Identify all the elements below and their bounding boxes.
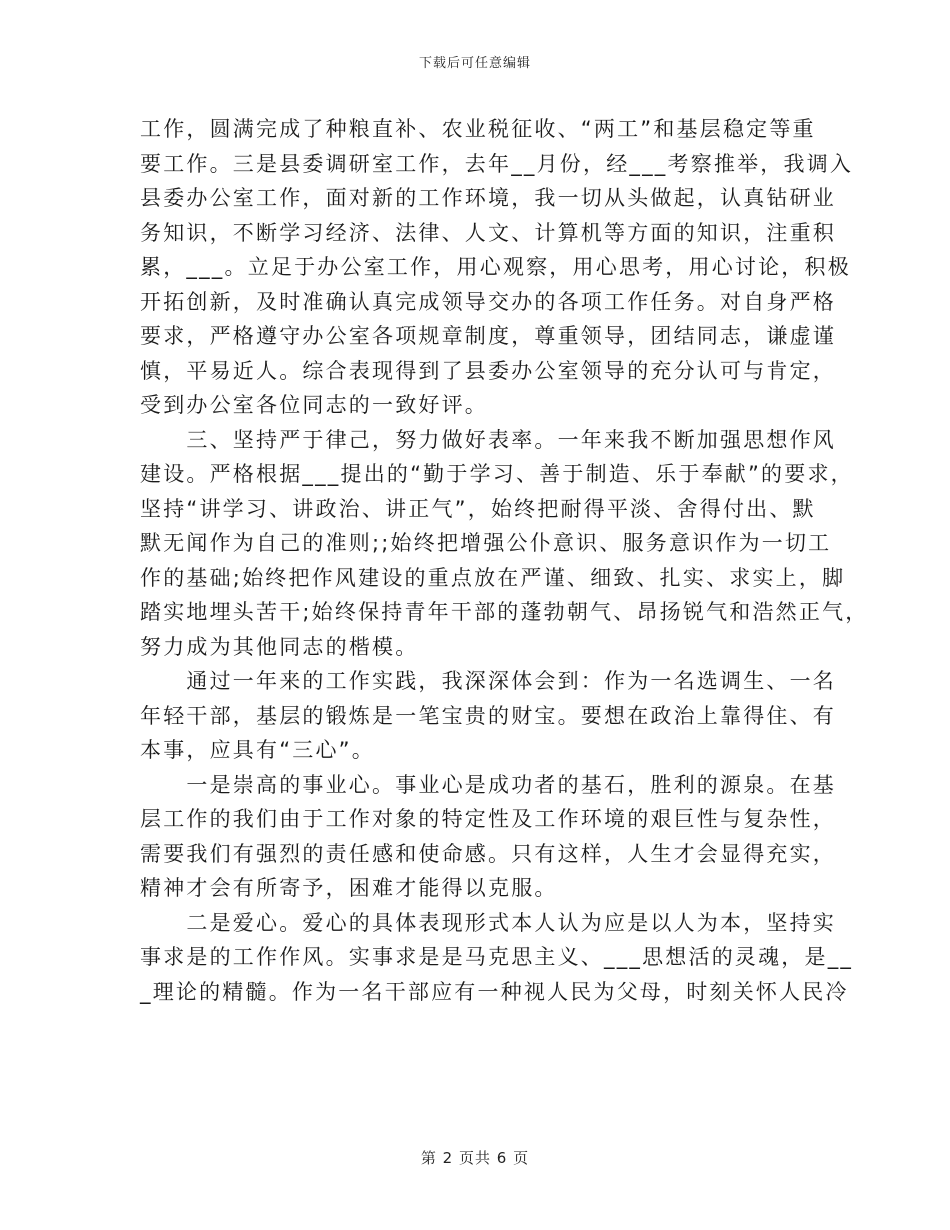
text-line: 累，___。立足于办公室工作，用心观察，用心思考，用心讨论，积极 bbox=[140, 255, 851, 279]
document-body bbox=[140, 112, 869, 1009]
text-line: 事求是的工作作风。实事求是是马克思主义、___思想活的灵魂，是__ bbox=[140, 945, 854, 969]
text-line: 年轻干部，基层的锻炼是一笔宝贵的财宝。要想在政治上靠得住、有 bbox=[140, 703, 836, 728]
text-line: 二是爱心。爱心的具体表现形式本人认为应是以人为本，坚持实 bbox=[140, 910, 836, 935]
text-line: 县委办公室工作，面对新的工作环境，我一切从头做起，认真钻研业 bbox=[140, 186, 836, 210]
text-line: 通过一年来的工作实践，我深深体会到：作为一名选调生、一名 bbox=[140, 669, 836, 693]
page-header: 下载后可任意编辑 bbox=[418, 56, 531, 71]
text-line: 默无闻作为自己的准则;;始终把增强公仆意识、服务意识作为一切工 bbox=[140, 531, 832, 555]
text-line: _理论的精髓。作为一名干部应有一种视人民为父母，时刻关怀人民冷 bbox=[140, 979, 849, 1004]
text-line: 三、坚持严于律己，努力做好表率。一年来我不断加强思想作风 bbox=[140, 427, 836, 452]
page-footer: 第 2 页共 6 页 bbox=[420, 1149, 530, 1167]
text-line: 踏实地埋头苦干;始终保持青年干部的蓬勃朝气、昂扬锐气和浩然正气， bbox=[140, 600, 869, 624]
text-line: 需要我们有强烈的责任感和使命感。只有这样，人生才会显得充实， bbox=[140, 841, 836, 866]
text-line: 努力成为其他同志的楷模。 bbox=[140, 634, 419, 659]
text-line: 建设。严格根据___提出的“勤于学习、善于制造、乐于奉献”的要求， bbox=[140, 462, 854, 486]
text-line: 受到办公室各位同志的一致好评。 bbox=[140, 393, 488, 417]
text-line: 层工作的我们由于工作对象的特定性及工作环境的艰巨性与复杂性， bbox=[140, 807, 836, 831]
text-line: 工作，圆满完成了种粮直补、农业税征收、“两工”和基层稳定等重 bbox=[140, 117, 816, 141]
text-line: 开拓创新，及时准确认真完成领导交办的各项工作任务。对自身严格 bbox=[140, 289, 836, 314]
text-line: 精神才会有所寄予，困难才能得以克服。 bbox=[140, 876, 558, 900]
text-line: 作的基础;始终把作风建设的重点放在严谨、细致、扎实、求实上，脚 bbox=[140, 565, 846, 590]
text-line: 要求，严格遵守办公室各项规章制度，尊重领导，团结同志，谦虚谨 bbox=[140, 324, 836, 348]
text-line: 要工作。三是县委调研室工作，去年__月份，经___考察推举，我调入 bbox=[140, 151, 854, 176]
text-line: 务知识，不断学习经济、法律、人文、计算机等方面的知识，注重积 bbox=[140, 220, 836, 245]
text-line: 慎，平易近人。综合表现得到了县委办公室领导的充分认可与肯定， bbox=[140, 358, 836, 383]
text-line: 一是崇高的事业心。事业心是成功者的基石，胜利的源泉。在基 bbox=[140, 772, 836, 797]
text-line: 本事，应具有“三心”。 bbox=[140, 738, 375, 762]
text-line: 坚持“讲学习、讲政治、讲正气”，始终把耐得平淡、舍得付出、默 bbox=[140, 496, 816, 521]
